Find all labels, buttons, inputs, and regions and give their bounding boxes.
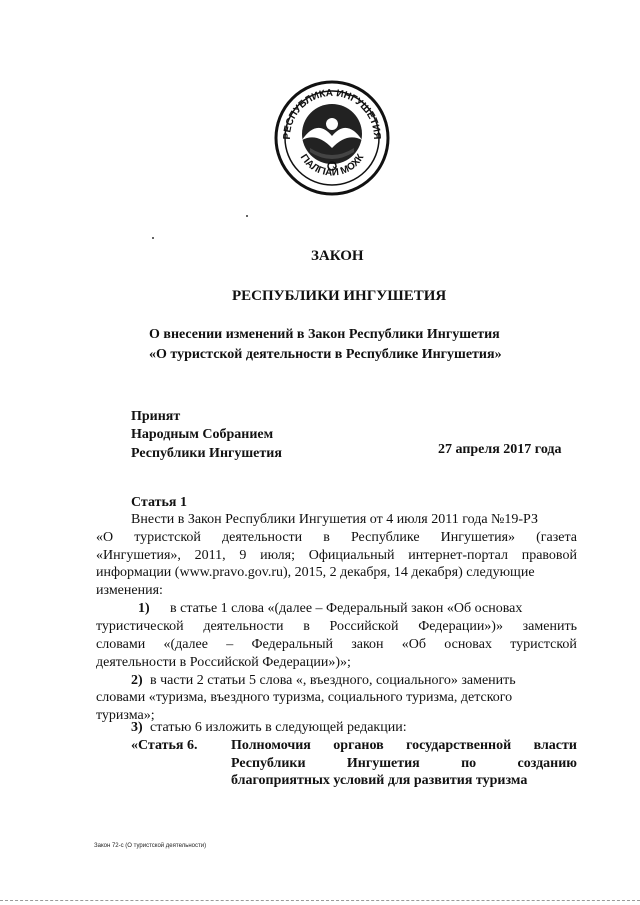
word: июля; bbox=[260, 548, 295, 563]
word: Республике bbox=[350, 530, 420, 545]
word: закон bbox=[351, 637, 384, 652]
word: туристической bbox=[96, 619, 184, 634]
item-1-line-4: деятельности в Российской Федерации»)»; bbox=[96, 655, 351, 670]
document-subtitle: РЕСПУБЛИКИ ИНГУШЕТИЯ bbox=[232, 288, 447, 304]
word: Республики bbox=[231, 756, 306, 771]
word: государственной bbox=[406, 738, 512, 753]
document-title: ЗАКОН bbox=[311, 248, 364, 264]
word: созданию bbox=[517, 756, 577, 771]
page-bottom-edge bbox=[0, 900, 640, 902]
word: Ингушетия bbox=[346, 756, 420, 771]
word: деятельности bbox=[203, 619, 284, 634]
article-1-title: Статья 1 bbox=[131, 495, 187, 510]
article-1-intro-line-2 bbox=[96, 530, 577, 546]
item-3-number: 3) bbox=[131, 720, 143, 735]
item-3-line-1: статью 6 изложить в следующей редакции: bbox=[150, 720, 407, 735]
scan-speck bbox=[152, 237, 154, 239]
quoted-article-title-line-2 bbox=[231, 756, 577, 772]
quoted-article-label: «Статья 6. bbox=[131, 738, 198, 753]
word: Полномочия bbox=[231, 738, 311, 753]
item-1-number: 1) bbox=[138, 601, 150, 616]
item-1-line-3 bbox=[96, 637, 577, 653]
word: туристской bbox=[134, 530, 201, 545]
word: – bbox=[226, 637, 234, 652]
word: «Ингушетия», bbox=[96, 548, 181, 563]
word: в bbox=[303, 619, 310, 634]
emblem-bottom-text: ГIАЛГIАЙ МОХК bbox=[297, 152, 367, 179]
word: «(далее bbox=[163, 637, 208, 652]
heading-line-2: «О туристской деятельности в Республике Ингушетия» bbox=[149, 347, 502, 362]
word: по bbox=[461, 756, 477, 771]
article-1-intro-line-3 bbox=[96, 548, 577, 564]
adoption-date: 27 апреля 2017 года bbox=[438, 442, 562, 457]
word: туристской bbox=[510, 637, 577, 652]
word: Федерации»)» bbox=[418, 619, 503, 634]
word: Федеральный bbox=[251, 637, 333, 652]
word: основах bbox=[444, 637, 492, 652]
word: заменить bbox=[522, 619, 577, 634]
article-1-intro-line-5: изменения: bbox=[96, 583, 163, 598]
word: «Об bbox=[401, 637, 427, 652]
word: правовой bbox=[521, 548, 577, 563]
scan-speck bbox=[246, 215, 248, 217]
heading-line-1: О внесении изменений в Закон Республики Ингушетия bbox=[149, 327, 500, 342]
word: интернет-портал bbox=[408, 548, 508, 563]
item-2-line-1: в части 2 статьи 5 слова «, въездного, социального» заменить bbox=[150, 673, 516, 688]
word: Ингушетия» bbox=[440, 530, 516, 545]
word: органов bbox=[333, 738, 384, 753]
emblem-top-text: РЕСПУБЛИКА ИНГУШЕТИЯ bbox=[281, 87, 383, 140]
item-1-line-1: в статье 1 слова «(далее – Федеральный закон «Об основах bbox=[170, 601, 523, 616]
word: (газета bbox=[536, 530, 577, 545]
word: деятельности bbox=[222, 530, 303, 545]
item-2-number: 2) bbox=[131, 673, 143, 688]
word: словами bbox=[96, 637, 146, 652]
quoted-article-title-line-1 bbox=[231, 738, 577, 754]
adoption-line-2: Народным Собранием bbox=[131, 427, 274, 442]
article-1-intro-line-4: информации (www.pravo.gov.ru), 2015, 2 декабря, 14 декабря) следующие bbox=[96, 565, 535, 580]
word: Российской bbox=[329, 619, 399, 634]
item-1-line-2 bbox=[96, 619, 577, 635]
word: Официальный bbox=[308, 548, 395, 563]
word: 9 bbox=[239, 548, 247, 563]
word: в bbox=[323, 530, 330, 545]
footer-note: Закон 72-с (О туристской деятельности) bbox=[94, 843, 207, 849]
word: 2011, bbox=[194, 548, 226, 563]
item-2-line-3: туризма»; bbox=[96, 708, 155, 723]
word: власти bbox=[533, 738, 577, 753]
quoted-article-title-line-3: благоприятных условий для развития туризма bbox=[231, 773, 528, 788]
adoption-line-3: Республики Ингушетия bbox=[131, 446, 282, 461]
emblem-seal bbox=[272, 78, 392, 198]
item-2-line-2: словами «туризма, въездного туризма, социального туризма, детского bbox=[96, 690, 513, 705]
word: «О bbox=[96, 530, 114, 545]
article-1-intro-line-1: Внести в Закон Республики Ингушетия от 4 июля 2011 года №19-РЗ bbox=[131, 512, 539, 527]
adoption-line-1: Принят bbox=[131, 409, 181, 424]
